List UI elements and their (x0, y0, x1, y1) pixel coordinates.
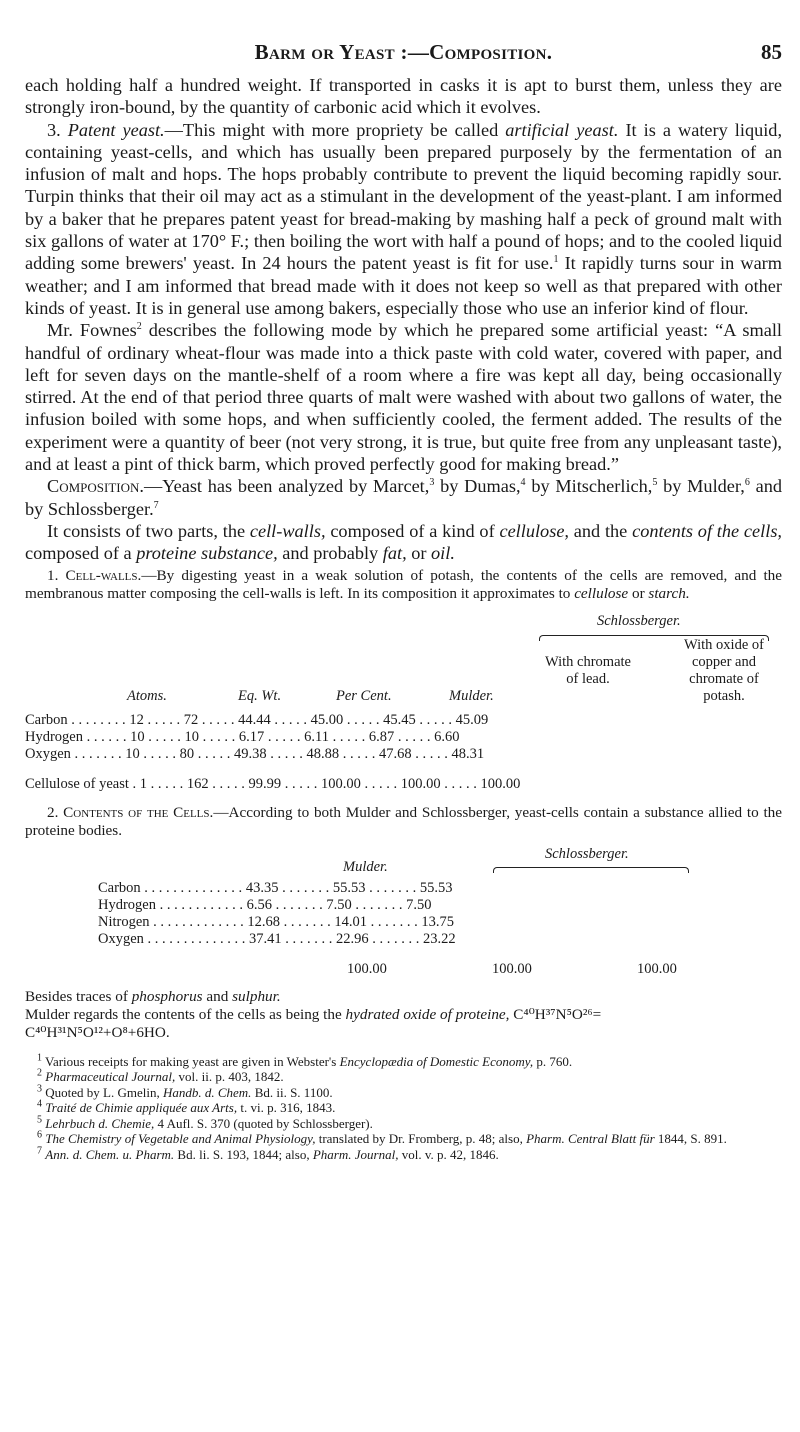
paragraph-patent-yeast: 3. Patent yeast.—This might with more propriety be called artificial yeast. It is a watery liquid, containing yeast-cells, and which has usually been prepared purposely by the fermentation of an infusion of malt and hops. The hops probably contribute to prevent the liquid becoming rapidly sour. Turpin thinks that their oil may act as a stimulant in the development of the yeast-plant. I am informed by a baker that he prepares patent yeast for bread-making by mashing half a peck of ground malt with six gallons of water at 170° F.; then boiling the wort with half a pound of hops; and to the cooled liquid adding some brewers' yeast. In 24 hours the patent yeast is fit for use.$^1$ It rapidly turns sour in warm weather; and I am informed that bread made with it does not keep so well as that prepared with other kinds of yeast. It is in general use among bakers, especially those who use an inferior kind of flour. (25, 119, 783, 318)
paragraph-composition: Composition.—Yeast has been analyzed by Marcet,$^3$ by Dumas,$^4$ by Mitscherlich,$^5$ by Mulder,$^6$ and by Schlossberger.$^7$ (25, 476, 782, 519)
page-number: 85 (761, 40, 782, 64)
col-header-eq: Eq. Wt. (238, 687, 282, 704)
table-row: Oxygen . . . . . . . 10 . . . . . 80 . . . . . 49.38 . . . . . 48.88 . . . . . 47.68 . . . . . 48.31 (25, 745, 485, 762)
book-page (25, 40, 782, 1162)
cellulose-table (25, 603, 782, 753)
table-group-label: Schlossberger. (597, 612, 681, 629)
paragraph-continuation: each holding half a hundred weight. If transported in casks it is apt to burst them, unless they are strongly iron-bound, by the quantity of carbonic acid which it evolves. (25, 75, 782, 118)
table-brace (493, 867, 689, 873)
col-header-percent: Per Cent. (336, 687, 392, 704)
paragraph-fownes: Mr. Fownes$^2$ describes the following mode by which he prepared some artificial yeast: “A small handful of ordinary wheat-flour was made into a thick paste with cold water, covered with paper, and left for seven days on the mantle-shelf of a room where a fire was kept all day, being occasionally stirred. At the end of that period three quarts of malt were washed with about two gallons of water, the infusion boiled with some hops, and when sufficiently cooled, the ferment added. The results of the experiment were a quantity of beer (not very strong, it is true, but quite free from any unpleasant taste), and at least a pint of thick barm, which proved perfectly good for making bread.” (25, 320, 782, 475)
table-row: Carbon . . . . . . . . 12 . . . . . 72 . . . . . 44.44 . . . . . 45.00 . . . . . 45.45 . . . . . 45.09 (25, 711, 489, 728)
footnote: $^6$ The Chemistry of Vegetable and Animal Physiology, translated by Dr. Fromberg, p. 48; also, Pharm. Central Blatt für 1844, S. 891. (37, 1129, 727, 1147)
running-title: Barm or Yeast :—Composition. (254, 40, 553, 64)
paragraph-two-parts: It consists of two parts, the cell-walls, composed of a kind of cellulose, and the contents of the cells, composed of a proteine substance, and probably fat, or oil. (25, 520, 782, 564)
footnote: $^1$ Various receipts for making yeast are given in Webster's Encyclopædia of Domestic Economy, p. 760. (37, 1052, 573, 1069)
total-schlossberger-1: 100.00 (492, 960, 532, 977)
footnote: $^3$ Quoted by L. Gmelin, Handb. d. Chem. Bd. ii. S. 1100. (37, 1083, 333, 1100)
table-row: Oxygen . . . . . . . . . . . . . . 37.41 . . . . . . . 22.96 . . . . . . . 23.22 (98, 930, 456, 947)
running-header (25, 40, 782, 74)
col-header-oxide: With oxide of copper and chromate of potash. (684, 636, 764, 704)
footnote: $^2$ Pharmaceutical Journal, vol. ii. p. 403, 1842. (37, 1067, 284, 1085)
footnote-ref: 1 (553, 254, 559, 266)
paragraph-traces: Besides traces of phosphorus and sulphur. (25, 987, 281, 1005)
total-mulder: 100.00 (347, 960, 387, 977)
footnote: $^5$ Lehrbuch d. Chemie, 4 Aufl. S. 370 (quoted by Schlossberger). (37, 1114, 373, 1131)
footnote-ref: 2 (136, 321, 142, 333)
paragraph-cell-walls: 1. Cell-walls.—By digesting yeast in a weak solution of potash, the contents of the cells are removed, and the membranous matter composing the cell-walls is left. In its composition it approximates to cellulose or starch. (25, 566, 782, 602)
col-header-chromate: With chromate of lead. (545, 653, 631, 687)
footnotes (25, 1054, 782, 1163)
proteine-table (25, 840, 782, 982)
paragraph-cell-contents: 2. Contents of the Cells.—According to both Mulder and Schlossberger, yeast-cells contain a substance allied to the proteine bodies. (25, 803, 782, 839)
col-header-atoms: Atoms. (127, 687, 167, 704)
table-row: Nitrogen . . . . . . . . . . . . . 12.68 . . . . . . . 14.01 . . . . . . . 13.75 (98, 913, 455, 930)
footnote: $^7$ Ann. d. Chem. u. Pharm. Bd. li. S. 193, 1844; also, Pharm. Journal, vol. v. p. 42, 1846. (37, 1145, 499, 1162)
paragraph-formula: Mulder regards the contents of the cells as being the hydrated oxide of proteine, C⁴⁰H³⁷N⁵O²⁶= C⁴⁰H³¹N⁵O¹²+O⁸+6HO. (25, 1005, 602, 1041)
table-group-label: Schlossberger. (545, 845, 629, 862)
table-row: Carbon . . . . . . . . . . . . . . 43.35 . . . . . . . 55.53 . . . . . . . 55.53 (98, 879, 453, 896)
table-row: Hydrogen . . . . . . 10 . . . . . 10 . . . . . 6.17 . . . . . 6.11 . . . . . 6.87 . . . . . 6.60 (25, 728, 460, 745)
total-schlossberger-2: 100.00 (637, 960, 677, 977)
col-header-mulder: Mulder. (449, 687, 494, 704)
table-row: Hydrogen . . . . . . . . . . . . 6.56 . . . . . . . 7.50 . . . . . . . 7.50 (98, 896, 432, 913)
table-total-row: Cellulose of yeast . 1 . . . . . 162 . . . . . 99.99 . . . . . 100.00 . . . . . 100.00 . . . . . 100.00 (25, 775, 521, 792)
cellulose-table-lower (25, 746, 782, 800)
col-header-mulder: Mulder. (343, 858, 388, 875)
footnote: $^4$ Traité de Chimie appliquée aux Arts, t. vi. p. 316, 1843. (37, 1098, 336, 1116)
